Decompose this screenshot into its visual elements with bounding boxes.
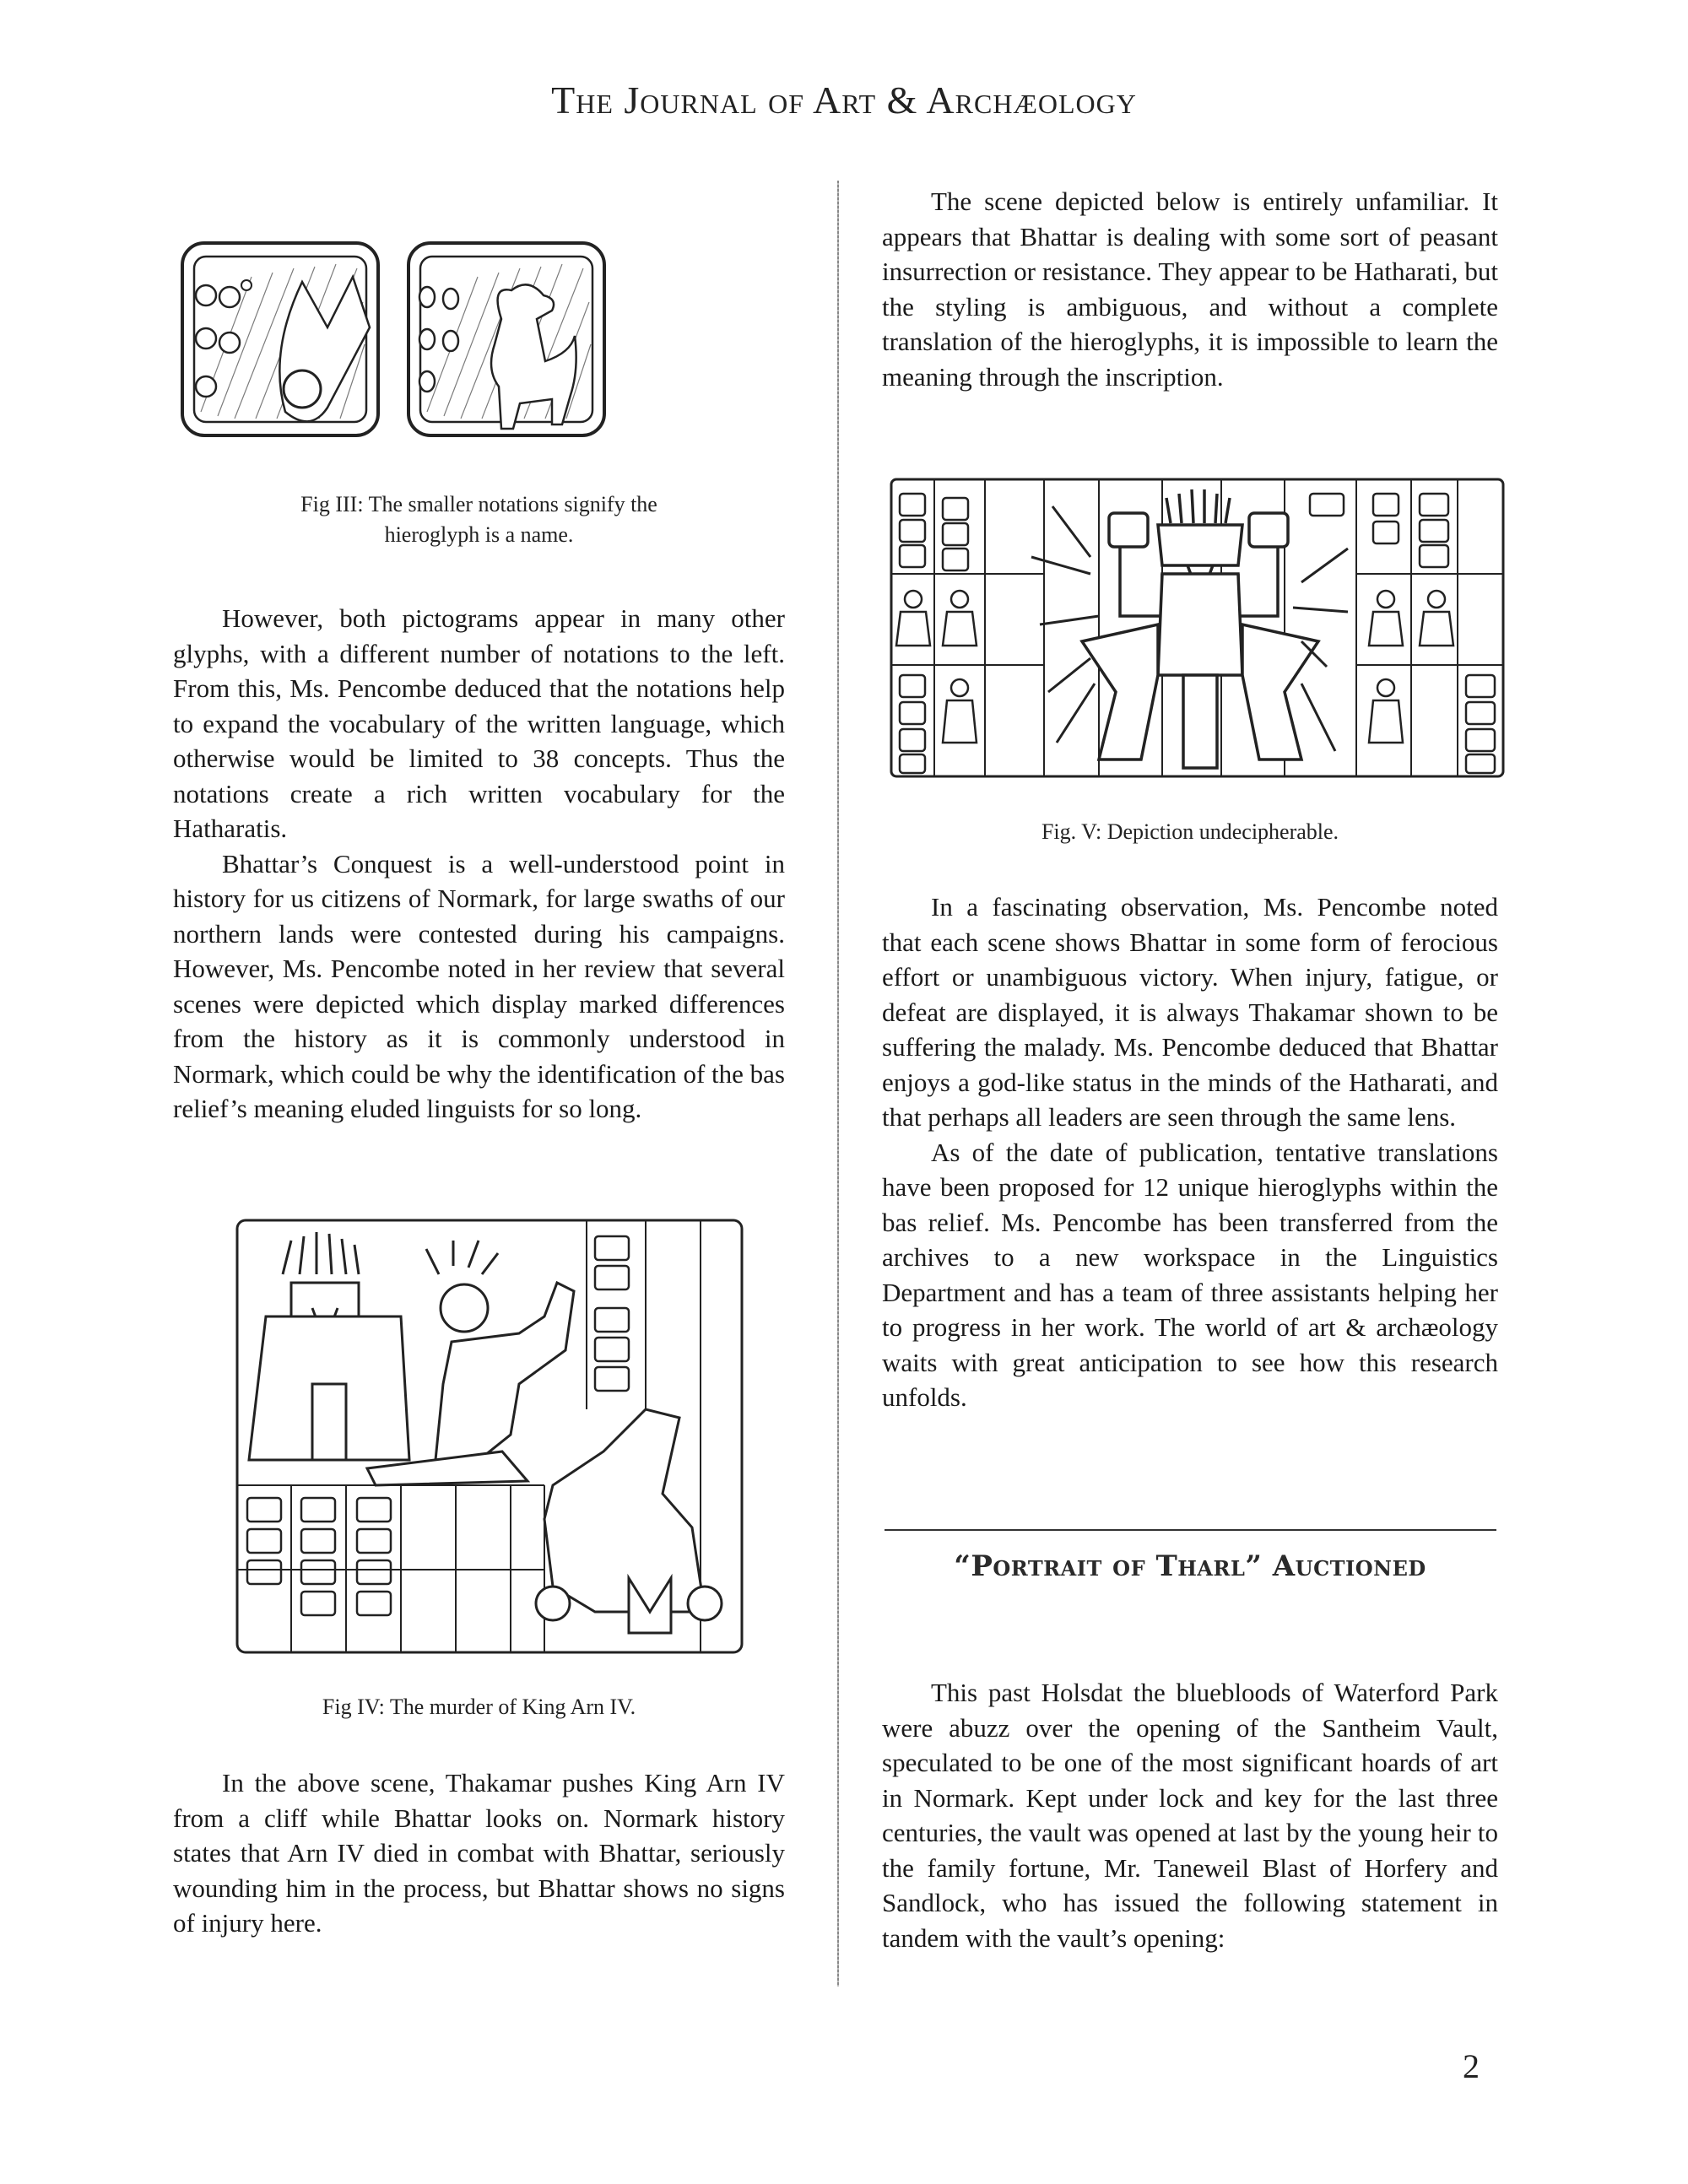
paragraph: The scene depicted below is entirely unfamiliar. It appears that Bhattar is dealing with some sort of peasant insurrection or resistance. They appear to be Hatharati, but the styling is ambiguous, and without a complete translation of the hieroglyphs, it is impossible to learn the meaning through the inscription. (882, 187, 1498, 392)
figure-3 (176, 226, 792, 446)
figure-5-caption-block (882, 817, 1498, 847)
figure-5-caption: Fig. V: Depiction undecipherable. (1041, 819, 1339, 844)
section-heading: “Portrait of Tharl” Auctioned (954, 1549, 1426, 1583)
glyph-column-top-right (595, 1236, 629, 1391)
paragraph: In the above scene, Thakamar pushes King Arn IV from a cliff while Bhattar looks on. Normark history states that Arn IV died in combat with Bhattar, seriously wounding him in the process, but Bhattar shows no signs of injury here. (173, 1768, 785, 1938)
figure-3-caption-line-1: Fig III: The smaller notations signify the (300, 492, 657, 516)
figure-3-caption-line-2: hieroglyph is a name. (384, 522, 574, 547)
figure-5-illustration (888, 473, 1508, 785)
figure-3-caption (173, 489, 785, 550)
left-text-block-2 (173, 1765, 785, 1941)
figure-4-illustration (232, 1215, 747, 1658)
figure-4-caption: Fig IV: The murder of King Arn IV. (322, 1695, 636, 1719)
paragraph: This past Holsdat the bluebloods of Waterford Park were abuzz over the opening of the Santheim Vault, speculated to be one of the most significant hoards of art in Normark. Kept under lock and key for the last three centuries, the vault was opened at last by the young heir to the family fortune, Mr. Taneweil Blast of Horfery and Sandlock, who has issued the following statement in tandem with the vault’s opening: (882, 1678, 1498, 1953)
left-text-block-1 (173, 601, 785, 1127)
column-divider (837, 181, 839, 1987)
right-text-block-3 (882, 1675, 1498, 1955)
right-text-block-1 (882, 184, 1498, 394)
figure-3-illustration (176, 226, 792, 446)
figure-bhattar-central (1082, 489, 1318, 768)
paragraph: However, both pictograms appear in many other glyphs, with a different number of notations to the left. From this, Ms. Pencombe deduced that the notations help to expand the vocabulary of the written language, which otherwise would be limited to 38 concepts. Thus the notations create a rich written vocabulary for the Hatharatis. (173, 603, 785, 843)
paragraph: Bhattar’s Conquest is a well-understood point in history for us citizens of Normark, for large swaths of our northern lands were contested during his campaigns. However, Ms. Pencombe noted in her review that several scenes were depicted which display marked differences from the history as it is commonly understood in Normark, which could be why the identification of the bas relief’s meaning eluded linguists for so long. (173, 848, 785, 1123)
section-divider-rule (885, 1529, 1496, 1531)
glyph-tablet-goat (408, 243, 604, 435)
paragraph: In a fascinating observation, Ms. Pencombe noted that each scene shows Bhattar in some form of ferocious effort or unambiguous victory. When injury, fatigue, or defeat are displayed, it is always Thakamar shown to be suffering the malady. Ms. Pencombe deduced that Bhattar enjoys a god-like status in the minds of the Hatharati, and that perhaps all leaders are seen through the same lens. (882, 892, 1498, 1132)
page-number: 2 (1463, 2047, 1480, 2085)
glyph-grid-bottom-left (247, 1498, 391, 1615)
figure-5 (888, 473, 1508, 785)
figure-bhattar-seated (249, 1232, 409, 1460)
figure-king-arn-falling (536, 1409, 722, 1633)
paragraph: As of the date of publication, tentative translations have been proposed for 12 unique hieroglyphs within the bas relief. Ms. Pencombe has been transferred from the archives to a new workspace in the Linguistics Department and has a team of three assistants helping her to progress in her work. The world of art & archæology waits with great anticipation to see how this research unfolds. (882, 1137, 1498, 1412)
right-text-block-2 (882, 889, 1498, 1415)
glyph-tablet-comet (182, 243, 378, 435)
figure-4-caption-block (173, 1692, 785, 1722)
figure-4 (232, 1215, 747, 1658)
journal-title: The Journal of Art & Archæology (551, 78, 1137, 122)
